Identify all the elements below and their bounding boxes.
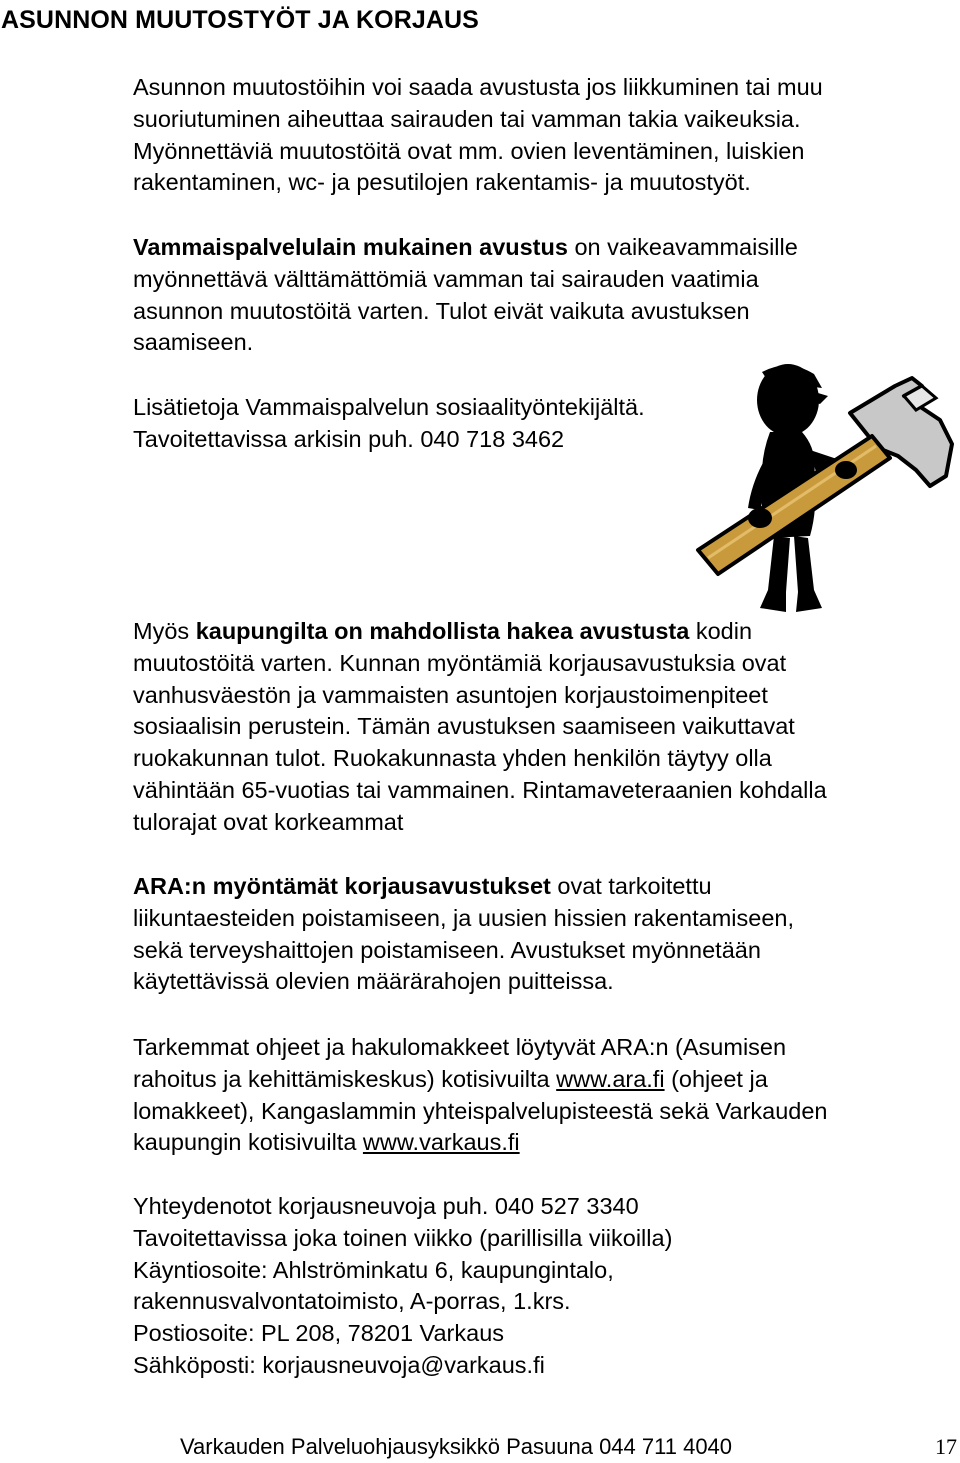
text-span: Myös: [133, 618, 196, 644]
text-line: Tarkemmat ohjeet ja hakulomakkeet löytyvät ARA:n (Asumisen: [133, 1034, 787, 1060]
text-line: vähintään 65-vuotias tai vammainen. Rintamaveteraanien kohdalla: [133, 776, 827, 803]
text-line: asunnon muutostöitä varten. Tulot eivät vaikuta avustuksen: [133, 297, 750, 324]
page-footer: Varkauden Palveluohjausyksikkö Pasuuna 044 711 4040: [180, 1434, 733, 1459]
text-line: Sähköposti: korjausneuvoja@varkaus.fi: [133, 1351, 545, 1378]
text-line: Tavoitettavissa arkisin puh. 040 718 3462: [133, 425, 565, 452]
text-line: suoriutuminen aiheuttaa sairauden tai vamman takia vaikeuksia.: [133, 105, 801, 132]
text-line: sekä terveyshaittojen poistamiseen. Avustukset myönnetään: [133, 936, 761, 963]
text-line: rakentaminen, wc- ja pesutilojen rakentamis- ja muutostyöt.: [133, 169, 751, 196]
paragraph-contact-advisor: [133, 1191, 672, 1382]
page-heading: ASUNNON MUUTOSTYÖT JA KORJAUS: [1, 6, 479, 34]
paragraph-contact-social: [133, 392, 645, 456]
text-line: Lisätietoja Vammaispalvelun sosiaalityöntekijältä.: [133, 394, 645, 420]
bold-text: kaupungilta on mahdollista hakea avustusta: [195, 618, 690, 644]
text-span: on vaikeavammaisille: [567, 234, 798, 260]
text-span: kodin: [689, 618, 753, 644]
text-line: [133, 871, 794, 903]
worker-with-hammer-icon: [690, 358, 960, 618]
text-line: Käyntiosoite: Ahlströminkatu 6, kaupungintalo,: [133, 1256, 614, 1283]
text-line: vanhusväestön ja vammaisten asuntojen korjaustoimenpiteet: [133, 681, 768, 708]
paragraph-city-grant: [133, 616, 827, 839]
text-line: sosiaalisin perustein. Tämän avustuksen saamiseen vaikuttavat: [133, 713, 795, 740]
page-number: 17: [935, 1434, 957, 1459]
text-span: rahoitus ja kehittämiskeskus) kotisivuilta: [133, 1065, 557, 1092]
text-line: Postiosoite: PL 208, 78201 Varkaus: [133, 1320, 505, 1347]
text-line: [133, 1064, 828, 1096]
text-span: kaupungin kotisivuilta: [133, 1129, 363, 1156]
text-line: rakennusvalvontatoimisto, A-porras, 1.krs.: [133, 1288, 571, 1315]
text-span: (ohjeet ja: [664, 1065, 768, 1092]
text-line: tulorajat ovat korkeammat: [133, 808, 404, 835]
text-span: ovat tarkoitettu: [550, 873, 712, 899]
text-line: [133, 616, 827, 648]
text-line: liikuntaesteiden poistamiseen, ja uusien hissien rakentamiseen,: [133, 904, 794, 931]
text-line: ruokakunnan tulot. Ruokakunnasta yhden henkilön täytyy olla: [133, 745, 772, 772]
text-line: Tavoitettavissa joka toinen viikko (parillisilla viikoilla): [133, 1224, 673, 1251]
text-line: lomakkeet), Kangaslammin yhteispalvelupisteestä sekä Varkauden: [133, 1097, 828, 1124]
text-line: myönnettävä välttämättömiä vamman tai sairauden vaatimia: [133, 265, 759, 292]
paragraph-ara-grants: [133, 871, 794, 998]
text-line: Myönnettäviä muutostöitä ovat mm. ovien leventäminen, luiskien: [133, 137, 805, 164]
text-line: [133, 232, 798, 264]
paragraph-intro: [133, 72, 823, 199]
text-line: käytettävissä olevien määrärahojen puitteissa.: [133, 968, 614, 995]
text-line: Yhteydenotot korjausneuvoja puh. 040 527 3340: [133, 1193, 639, 1219]
paragraph-vammaispalvelu: [133, 232, 798, 359]
text-line: Asunnon muutostöihin voi saada avustusta jos liikkuminen tai muu: [133, 74, 823, 100]
bold-text: Vammaispalvelulain mukainen avustus: [133, 234, 568, 260]
bold-text: ARA:n myöntämät korjausavustukset: [133, 873, 551, 899]
text-line: saamiseen.: [133, 329, 254, 356]
link-varkaus[interactable]: www.varkaus.fi: [362, 1129, 520, 1156]
text-line: muutostöitä varten. Kunnan myöntämiä korjausavustuksia ovat: [133, 649, 787, 676]
text-line: [133, 1127, 828, 1159]
paragraph-instructions: [133, 1032, 828, 1159]
link-ara[interactable]: www.ara.fi: [556, 1065, 665, 1092]
